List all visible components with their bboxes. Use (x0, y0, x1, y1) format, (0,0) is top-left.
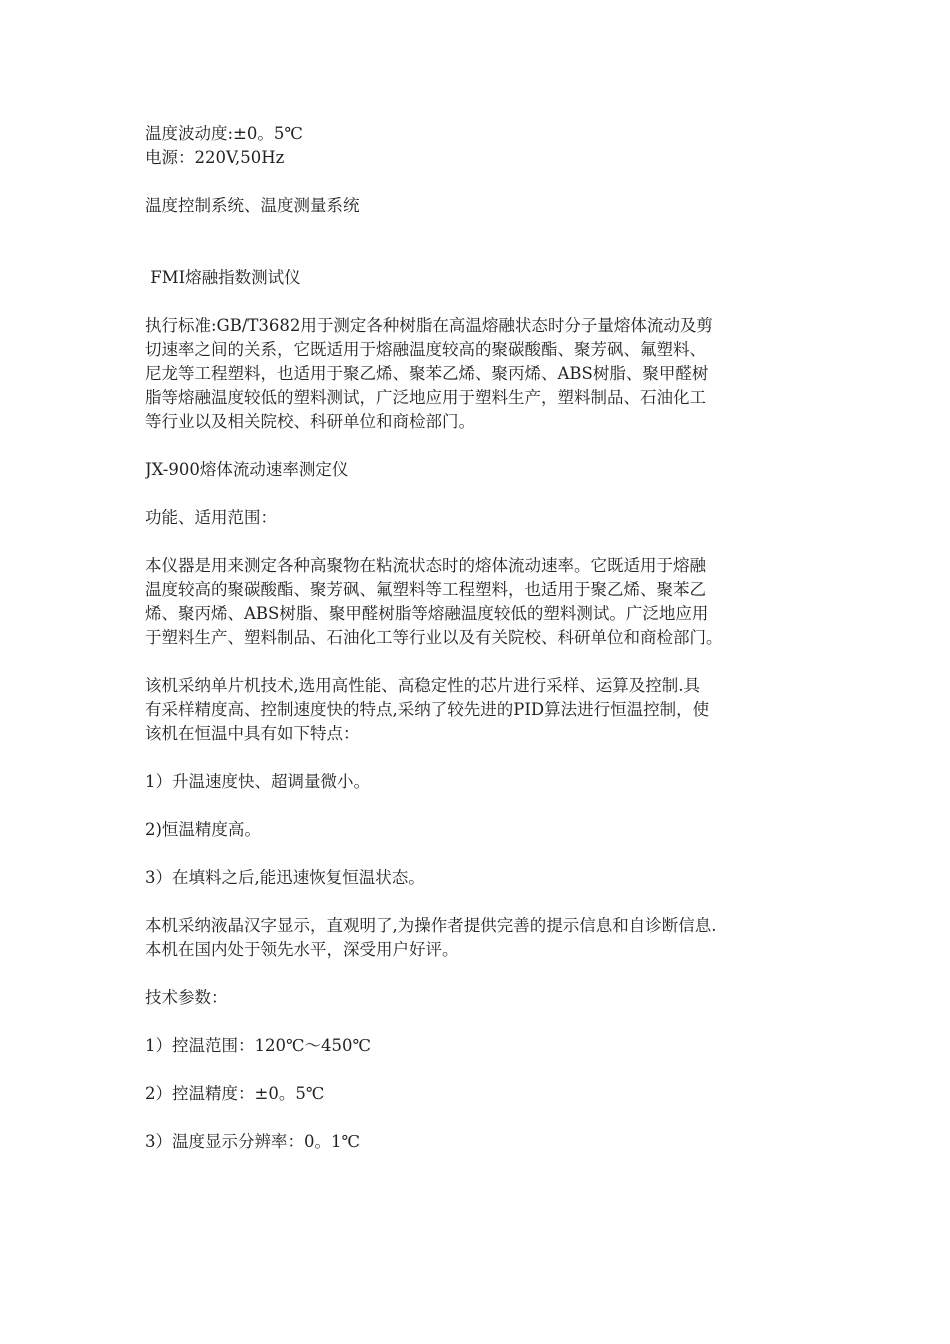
text-line: 温度波动度:±0。5℃ (145, 124, 303, 143)
text-line: 温度控制系统、温度测量系统 (145, 196, 360, 215)
spec-fluctuation-power (145, 122, 810, 170)
text-line: 电源：220V,50Hz (145, 148, 285, 167)
text-line: 尼龙等工程塑料，也适用于聚乙烯、聚苯乙烯、聚丙烯、ABS树脂、聚甲醛树 (145, 364, 709, 383)
text-line: 脂等熔融温度较低的塑料测试，广泛地应用于塑料生产，塑料制品、石油化工 (145, 388, 706, 407)
text-line: 1）控温范围：120℃～450℃ (145, 1036, 371, 1055)
feature-item (145, 866, 810, 890)
text-line: 执行标准:GB/T3682用于测定各种树脂在高温熔融状态时分子量熔体流动及剪 (145, 316, 713, 335)
function-scope-heading (145, 506, 810, 530)
text-line: 等行业以及相关院校、科研单位和商检部门。 (145, 412, 475, 431)
text-line: 该机在恒温中具有如下特点： (145, 724, 360, 743)
text-line: 2)恒温精度高。 (145, 820, 261, 839)
jx900-description (145, 554, 810, 650)
text-line: 有采样精度高、控制速度快的特点,采纳了较先进的PID算法进行恒温控制，使 (145, 700, 710, 719)
text-line: 该机采纳单片机技术,选用高性能、高稳定性的芯片进行采样、运算及控制.具 (145, 676, 700, 695)
feature-item (145, 770, 810, 794)
text-line: 2）控温精度：±0。5℃ (145, 1084, 325, 1103)
technology-description (145, 674, 810, 746)
param-item (145, 1130, 810, 1154)
text-line: 1）升温速度快、超调量微小。 (145, 772, 370, 791)
heading: 功能、适用范围： (145, 508, 277, 527)
system-description (145, 194, 810, 218)
text-line: 3）在填料之后,能迅速恢复恒温状态。 (145, 868, 425, 887)
text-line: 本机采纳液晶汉字显示，直观明了,为操作者提供完善的提示信息和自诊断信息. (145, 916, 717, 935)
document-body (145, 122, 810, 1178)
section-title-fmi (145, 266, 810, 290)
text-line: 于塑料生产、塑料制品、石油化工等行业以及有关院校、科研单位和商检部门。 (145, 628, 723, 647)
section-title: JX-900熔体流动速率测定仪 (145, 460, 349, 479)
tech-params-heading (145, 986, 810, 1010)
text-line: 本仪器是用来测定各种高聚物在粘流状态时的熔体流动速率。它既适用于熔融 (145, 556, 706, 575)
fmi-description (145, 314, 810, 434)
text-line: 烯、聚丙烯、ABS树脂、聚甲醛树脂等熔融温度较低的塑料测试。广泛地应用 (145, 604, 709, 623)
display-description (145, 914, 810, 962)
text-line: 切速率之间的关系，它既适用于熔融温度较高的聚碳酸酯、聚芳砜、氟塑料、 (145, 340, 706, 359)
section-title: FMI熔融指数测试仪 (145, 268, 301, 287)
text-line: 本机在国内处于领先水平，深受用户好评。 (145, 940, 459, 959)
param-item (145, 1082, 810, 1106)
text-line: 3）温度显示分辨率：0。1℃ (145, 1132, 360, 1151)
param-item (145, 1034, 810, 1058)
heading: 技术参数： (145, 988, 228, 1007)
text-line: 温度较高的聚碳酸酯、聚芳砜、氟塑料等工程塑料，也适用于聚乙烯、聚苯乙 (145, 580, 706, 599)
feature-item (145, 818, 810, 842)
section-title-jx900 (145, 458, 810, 482)
